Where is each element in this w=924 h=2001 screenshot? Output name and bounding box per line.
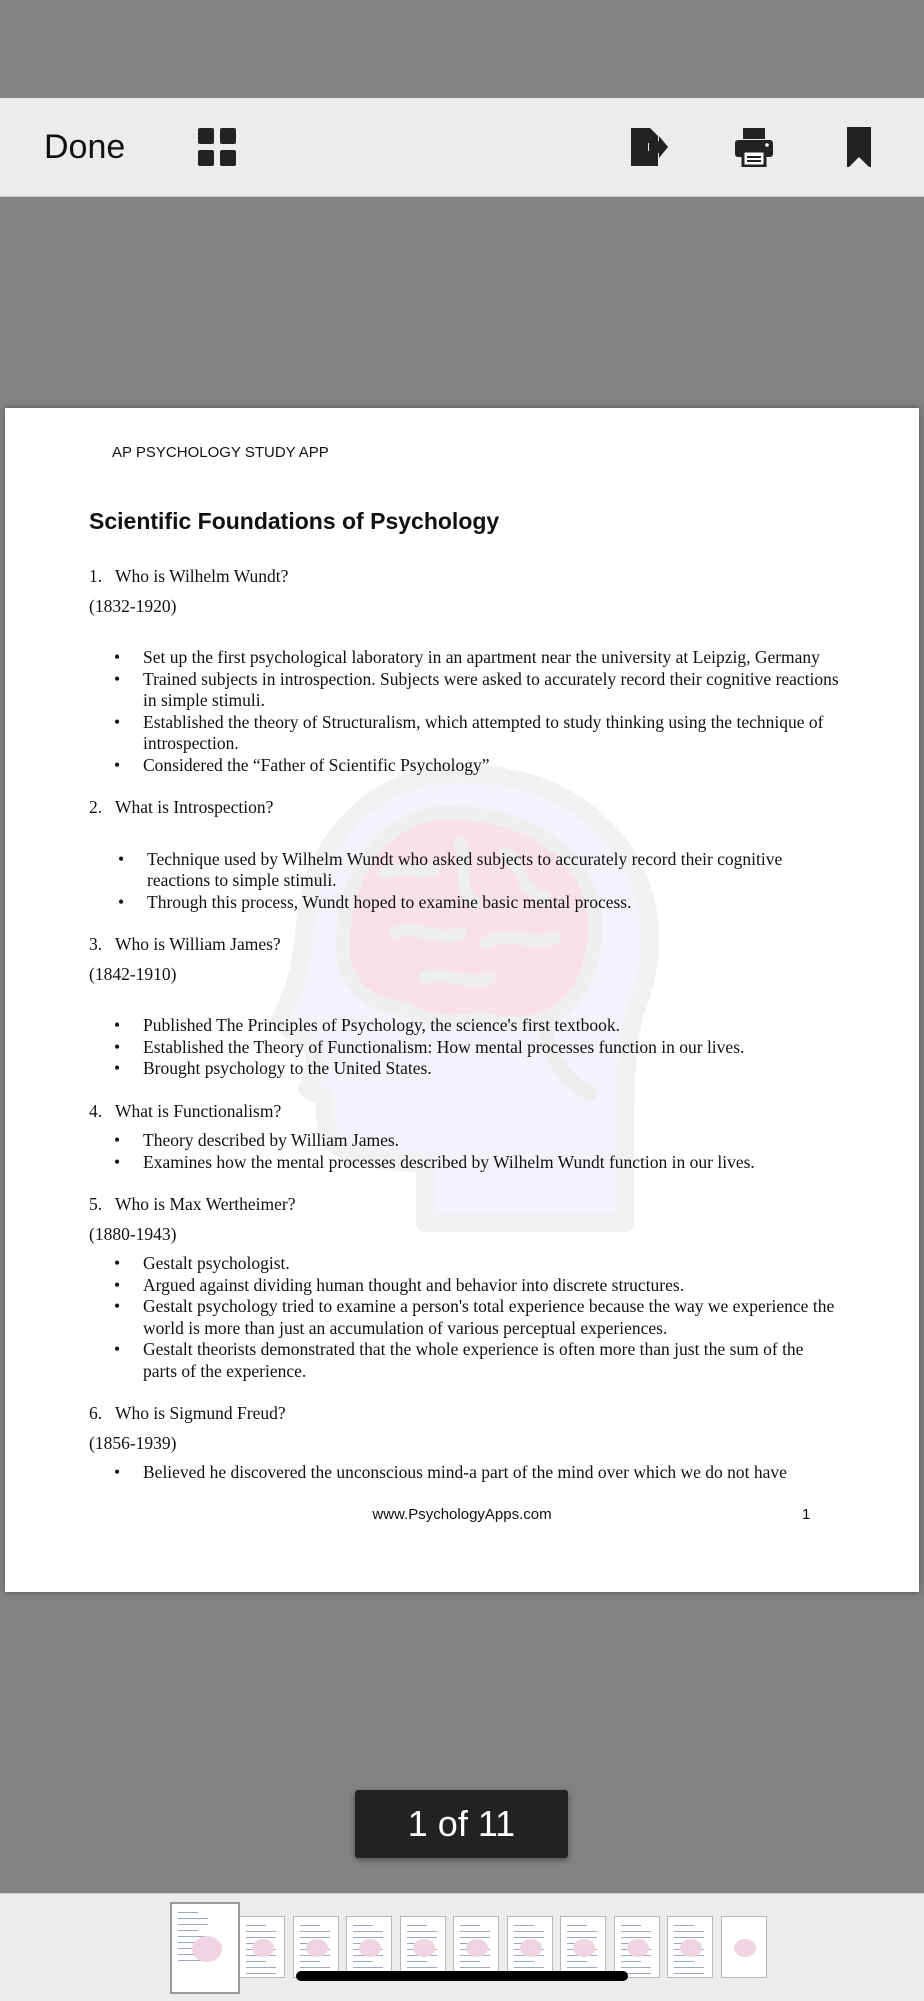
footer-url: www.PsychologyApps.com	[372, 1506, 552, 1523]
grid-icon[interactable]	[197, 127, 237, 167]
thumbnail[interactable]	[346, 1916, 392, 1978]
thumbnail[interactable]	[400, 1916, 446, 1978]
done-button[interactable]: Done	[44, 124, 125, 170]
thumbnail[interactable]	[614, 1916, 660, 1978]
bullet-item: • Gestalt theorists demonstrated that the whole experience is often more than just the sum of the parts of the experience.	[89, 1339, 839, 1382]
thumbnail-current[interactable]	[170, 1902, 240, 1994]
bullet-list	[89, 1462, 839, 1484]
question-heading: 4. What is Functionalism?	[89, 1100, 282, 1121]
bullet-item: • Examines how the mental processes described by Wilhelm Wundt function in our lives.	[89, 1152, 839, 1174]
share-export-icon[interactable]	[628, 127, 668, 167]
printer-icon[interactable]	[734, 127, 774, 167]
bullet-item: • Brought psychology to the United States.	[89, 1058, 839, 1080]
bullet-item: • Considered the “Father of Scientific Psychology”	[89, 755, 839, 777]
thumbnail[interactable]	[293, 1916, 339, 1978]
question-heading: 1. Who is Wilhelm Wundt?	[89, 566, 289, 586]
bullet-list	[89, 647, 839, 776]
bullet-item: • Established the Theory of Functionalism: How mental processes function in our lives.	[89, 1037, 839, 1059]
bullet-item: • Believed he discovered the unconscious mind-a part of the mind over which we do not have	[89, 1462, 839, 1484]
bullet-item: • Gestalt psychologist.	[89, 1253, 839, 1275]
top-toolbar	[0, 98, 924, 197]
home-indicator	[296, 1971, 628, 1981]
bullet-item: • Published The Principles of Psychology, the science's first textbook.	[89, 1015, 839, 1037]
bullet-item: • Set up the first psychological laboratory in an apartment near the university at Leipzig, Germany	[89, 647, 839, 669]
bullet-item: • Argued against dividing human thought and behavior into discrete structures.	[89, 1275, 839, 1297]
footer-page-number: 1	[802, 1506, 811, 1523]
bullet-item: • Trained subjects in introspection. Subjects were asked to accurately record their cognitive reactions in simple stimuli.	[89, 669, 839, 712]
bullet-list	[89, 1253, 839, 1382]
dates-text: (1880-1943)	[89, 1223, 177, 1244]
bullet-list	[89, 849, 839, 914]
bullet-item: • Established the theory of Structuralism, which attempted to study thinking using the technique of introspection.	[89, 712, 839, 755]
bookmark-icon[interactable]	[842, 127, 876, 167]
document-page[interactable]	[5, 408, 919, 1592]
thumbnail-strip[interactable]	[0, 1893, 924, 2001]
bullet-item: • Gestalt psychology tried to examine a person's total experience because the way we experience the world is more than just an accumulation of various perceptual experiences.	[89, 1296, 839, 1339]
bullet-item: • Technique used by Wilhelm Wundt who asked subjects to accurately record their cognitive reactions to simple stimuli.	[89, 849, 839, 892]
thumbnail[interactable]	[721, 1916, 767, 1978]
bullet-list	[89, 1015, 839, 1080]
thumbnail[interactable]	[560, 1916, 606, 1978]
question-heading: 6. Who is Sigmund Freud?	[89, 1403, 286, 1423]
thumbnail[interactable]	[667, 1916, 713, 1978]
thumbnail[interactable]	[507, 1916, 553, 1978]
dates-text: (1832-1920)	[89, 595, 177, 616]
bullet-item: • Through this process, Wundt hoped to examine basic mental process.	[89, 892, 839, 914]
document-content	[89, 566, 839, 1484]
thumbnail[interactable]	[453, 1916, 499, 1978]
document-title: Scientific Foundations of Psychology	[89, 508, 500, 534]
bullet-list	[89, 1130, 839, 1173]
question-heading: 5. Who is Max Wertheimer?	[89, 1194, 296, 1214]
dates-text: (1856-1939)	[89, 1432, 177, 1453]
question-heading: 2. What is Introspection?	[89, 797, 274, 817]
page-indicator: 1 of 11	[355, 1790, 568, 1858]
question-heading: 3. Who is William James?	[89, 934, 281, 954]
document-header: AP PSYCHOLOGY STUDY APP	[112, 444, 329, 461]
bullet-item: • Theory described by William James.	[89, 1130, 839, 1152]
thumbnail[interactable]	[239, 1916, 285, 1978]
dates-text: (1842-1910)	[89, 963, 177, 984]
